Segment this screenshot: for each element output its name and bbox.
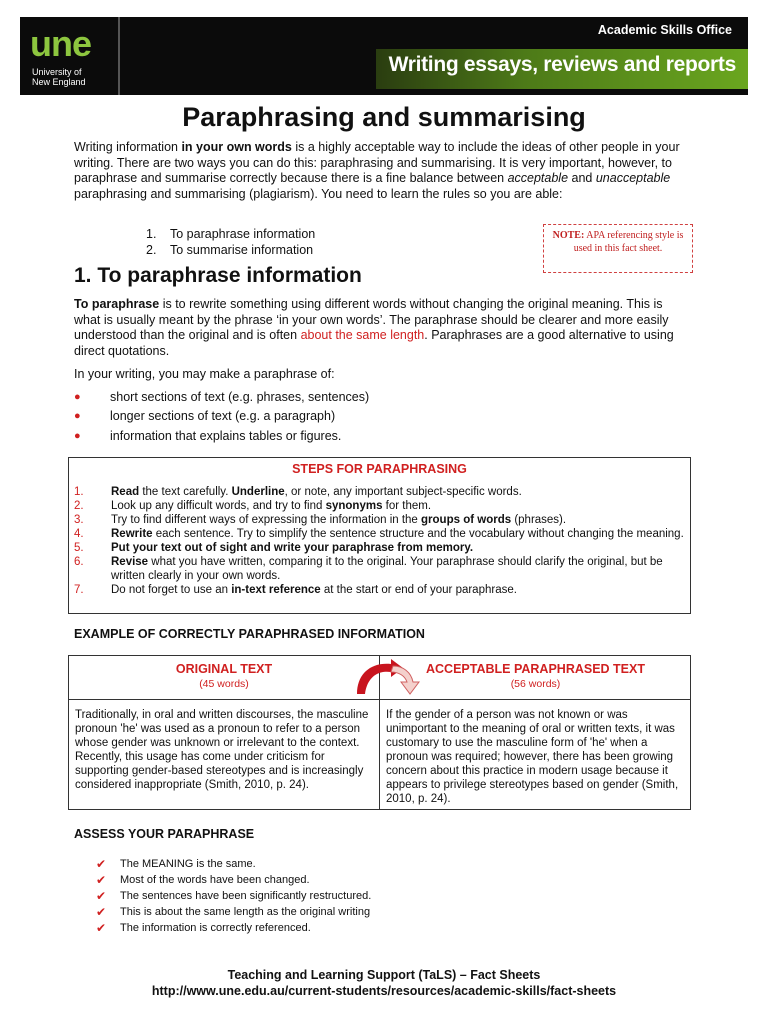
list-item: 1. To paraphrase information <box>146 227 316 241</box>
series-title: Writing essays, reviews and reports <box>388 53 736 76</box>
paraphrase-definition: To paraphrase is to rewrite something using different words without changing the original meaning. This is what is usually meant by the phrase ‘in your own words’. The paraphrase should be clearer and more easily understood than the original and is often about the same length. Paraphrases are a good alternative to using direct quotations. <box>74 297 674 358</box>
office-name: Academic Skills Office <box>597 23 732 37</box>
steps-box <box>68 457 691 614</box>
assess-checklist <box>96 856 371 936</box>
une-logo[interactable] <box>20 17 120 95</box>
page-title: Paraphrasing and summarising <box>182 102 586 132</box>
apa-note-box: NOTE: APA referencing style is used in this fact sheet. <box>543 224 693 273</box>
bullet-icon: ● <box>74 390 81 403</box>
list-item: 2. Look up any difficult words, and try to find synonyms for them. <box>74 500 432 512</box>
list-item: 5. Put your text out of sight and write your paraphrase from memory. <box>74 542 474 554</box>
list-item: ✔ This is about the same length as the original writing <box>96 905 371 919</box>
list-item: 4. Rewrite each sentence. Try to simplify the sentence structure and the vocabulary without changing the meaning. <box>74 528 684 540</box>
checkmark-icon: ✔ <box>96 921 107 935</box>
paraphrase-lead: In your writing, you may make a paraphrase of: <box>74 367 335 381</box>
list-item: 1. Read the text carefully. Underline, or note, any important subject-specific words. <box>74 486 522 498</box>
paraphrase-header: ACCEPTABLE PARAPHRASED TEXT (56 words) <box>380 656 691 700</box>
checkmark-icon: ✔ <box>96 905 107 919</box>
list-item: 6. Revise what you have written, comparing it to the original. Your paraphrase should clarify the original, but be written clearly in your own words. <box>74 556 663 582</box>
list-item: 7. Do not forget to use an in-text reference at the start or end of your paraphrase. <box>74 584 517 596</box>
list-item: ✔ The MEANING is the same. <box>96 857 256 871</box>
list-item: 3. Try to find different ways of expressing the information in the groups of words (phrases). <box>74 514 567 526</box>
bullet-icon: ● <box>74 429 81 442</box>
list-item: ✔ The sentences have been significantly restructured. <box>96 889 372 903</box>
example-heading: EXAMPLE OF CORRECTLY PARAPHRASED INFORMATION <box>74 627 425 641</box>
original-column <box>69 656 380 809</box>
intro-paragraph: Writing information in your own words is a highly acceptable way to include the ideas of other people in your writing. There are two ways you can do this: paraphrasing and summarising. It is very important, however, to paraphrase and summarise correctly because there is a fine balance between acceptable and unacceptable paraphrasing and summarising (plagiarism). You need to learn the rules so you are able: <box>74 140 680 201</box>
list-item: ● longer sections of text (e.g. a paragraph) <box>74 409 336 424</box>
bullet-icon: ● <box>74 410 81 423</box>
paraphrase-text: If the gender of a person was not known or was unimportant to the meaning of oral or written texts, it was customary to use the masculine form of 'he' when a pronoun was required; however, there has been growing concern about this practice in modern usage because it appears to privilege stereotypes based on gender (Smith, 2010, p. 24). <box>386 709 679 805</box>
steps-list <box>74 485 684 597</box>
footer-link[interactable]: http://www.une.edu.au/current-students/resources/academic-skills/fact-sheets <box>151 984 617 998</box>
section-heading-paraphrase: 1. To paraphrase information <box>74 264 362 287</box>
list-item: 2. To summarise information <box>146 242 314 257</box>
logo-wordmark: une <box>30 23 92 64</box>
series-banner <box>376 49 748 89</box>
steps-title: STEPS FOR PARAPHRASING <box>292 462 467 476</box>
paraphrase-uses-list <box>74 387 369 446</box>
list-item: ● short sections of text (e.g. phrases, sentences) <box>74 389 370 404</box>
list-item: ✔ Most of the words have been changed. <box>96 873 310 887</box>
original-header: ORIGINAL TEXT (45 words) <box>69 656 379 700</box>
checkmark-icon: ✔ <box>96 873 107 887</box>
checkmark-icon: ✔ <box>96 857 107 871</box>
assess-heading: ASSESS YOUR PARAPHRASE <box>74 827 255 841</box>
checkmark-icon: ✔ <box>96 889 107 903</box>
list-item: ✔ The information is correctly referenced. <box>96 921 311 935</box>
original-text: Traditionally, in oral and written discourses, the masculine pronoun 'he' was used as a pronoun to refer to a person whose gender was unknown or irrelevant to the context. Recently, this usage has come under criticism for supporting gender-based stereotypes and is increasingly considered inappropriate (Smith, 2010, p. 24). <box>75 709 369 791</box>
list-item: ● information that explains tables or figures. <box>74 428 342 443</box>
footer-title: Teaching and Learning Support (TaLS) – Fact Sheets <box>227 968 541 982</box>
intro-list <box>146 227 315 258</box>
curved-arrow-icon <box>347 658 427 698</box>
logo-subtitle: University of New England <box>32 67 86 87</box>
header-banner <box>20 17 748 95</box>
